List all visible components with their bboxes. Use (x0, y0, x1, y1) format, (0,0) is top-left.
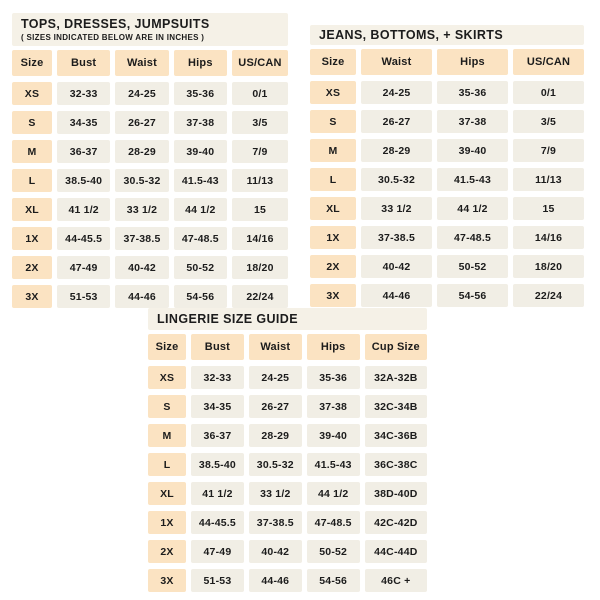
measurement-cell: 7/9 (513, 139, 584, 162)
measurement-cell: 47-49 (57, 256, 110, 279)
lingerie-size-guide-table (148, 308, 427, 592)
measurement-cell: 32C-34B (365, 395, 427, 418)
measurement-cell: 26-27 (115, 111, 168, 134)
measurement-cell: 34-35 (191, 395, 244, 418)
size-label-cell: 2X (310, 255, 356, 278)
tops-table-title: TOPS, DRESSES, JUMPSUITS (21, 17, 210, 31)
measurement-cell: 11/13 (513, 168, 584, 191)
size-label-cell: XS (12, 82, 52, 105)
measurement-cell: 24-25 (361, 81, 432, 104)
measurement-cell: 46C + (365, 569, 427, 592)
size-label-cell: 1X (148, 511, 186, 534)
size-label-cell: 3X (12, 285, 52, 308)
measurement-cell: 24-25 (115, 82, 168, 105)
size-label-cell: M (12, 140, 52, 163)
measurement-cell: 37-38.5 (361, 226, 432, 249)
measurement-cell: 51-53 (57, 285, 110, 308)
measurement-cell: 30.5-32 (361, 168, 432, 191)
column-header-hips: Hips (437, 49, 508, 75)
measurement-cell: 22/24 (232, 285, 288, 308)
measurement-cell: 50-52 (437, 255, 508, 278)
jeans-table-title: JEANS, BOTTOMS, + SKIRTS (319, 28, 504, 42)
column-header-size: Size (148, 334, 186, 360)
size-label-cell: M (148, 424, 186, 447)
measurement-cell: 34-35 (57, 111, 110, 134)
tops-size-grid (12, 50, 288, 308)
column-header-size: Size (12, 50, 52, 76)
jeans-title-bar (310, 25, 584, 45)
size-label-cell: S (148, 395, 186, 418)
measurement-cell: 0/1 (232, 82, 288, 105)
measurement-cell: 7/9 (232, 140, 288, 163)
measurement-cell: 51-53 (191, 569, 244, 592)
measurement-cell: 41.5-43 (174, 169, 227, 192)
size-label-cell: L (310, 168, 356, 191)
measurement-cell: 28-29 (115, 140, 168, 163)
column-header-waist: Waist (249, 334, 302, 360)
lingerie-size-grid (148, 334, 427, 592)
measurement-cell: 40-42 (361, 255, 432, 278)
measurement-cell: 18/20 (232, 256, 288, 279)
measurement-cell: 28-29 (361, 139, 432, 162)
measurement-cell: 40-42 (249, 540, 302, 563)
measurement-cell: 34C-36B (365, 424, 427, 447)
measurement-cell: 47-49 (191, 540, 244, 563)
size-label-cell: L (148, 453, 186, 476)
measurement-cell: 50-52 (307, 540, 360, 563)
tops-table-subtitle: ( SIZES INDICATED BELOW ARE IN INCHES ) (21, 33, 205, 42)
measurement-cell: 26-27 (361, 110, 432, 133)
measurement-cell: 32-33 (191, 366, 244, 389)
measurement-cell: 44 1/2 (437, 197, 508, 220)
measurement-cell: 35-36 (307, 366, 360, 389)
measurement-cell: 33 1/2 (115, 198, 168, 221)
measurement-cell: 40-42 (115, 256, 168, 279)
measurement-cell: 37-38 (437, 110, 508, 133)
column-header-hips: Hips (307, 334, 360, 360)
size-label-cell: M (310, 139, 356, 162)
measurement-cell: 44-45.5 (57, 227, 110, 250)
measurement-cell: 41.5-43 (307, 453, 360, 476)
size-label-cell: XS (148, 366, 186, 389)
measurement-cell: 3/5 (232, 111, 288, 134)
measurement-cell: 24-25 (249, 366, 302, 389)
column-header-waist: Waist (361, 49, 432, 75)
measurement-cell: 33 1/2 (361, 197, 432, 220)
measurement-cell: 44 1/2 (174, 198, 227, 221)
measurement-cell: 37-38 (174, 111, 227, 134)
measurement-cell: 44-46 (249, 569, 302, 592)
column-header-cup-size: Cup Size (365, 334, 427, 360)
measurement-cell: 54-56 (437, 284, 508, 307)
measurement-cell: 32A-32B (365, 366, 427, 389)
measurement-cell: 47-48.5 (307, 511, 360, 534)
size-label-cell: L (12, 169, 52, 192)
measurement-cell: 39-40 (437, 139, 508, 162)
measurement-cell: 35-36 (437, 81, 508, 104)
measurement-cell: 30.5-32 (115, 169, 168, 192)
measurement-cell: 35-36 (174, 82, 227, 105)
measurement-cell: 44-46 (361, 284, 432, 307)
measurement-cell: 44C-44D (365, 540, 427, 563)
size-label-cell: XL (148, 482, 186, 505)
measurement-cell: 44-45.5 (191, 511, 244, 534)
measurement-cell: 11/13 (232, 169, 288, 192)
size-label-cell: XL (12, 198, 52, 221)
column-header-us-can: US/CAN (513, 49, 584, 75)
measurement-cell: 37-38.5 (249, 511, 302, 534)
measurement-cell: 39-40 (174, 140, 227, 163)
size-label-cell: 1X (310, 226, 356, 249)
measurement-cell: 22/24 (513, 284, 584, 307)
measurement-cell: 14/16 (232, 227, 288, 250)
measurement-cell: 41 1/2 (191, 482, 244, 505)
measurement-cell: 54-56 (174, 285, 227, 308)
measurement-cell: 44-46 (115, 285, 168, 308)
measurement-cell: 39-40 (307, 424, 360, 447)
jeans-bottoms-skirts-table (310, 13, 584, 307)
measurement-cell: 47-48.5 (437, 226, 508, 249)
column-header-waist: Waist (115, 50, 168, 76)
lingerie-title-bar (148, 308, 427, 330)
measurement-cell: 26-27 (249, 395, 302, 418)
measurement-cell: 38.5-40 (57, 169, 110, 192)
tops-title-bar (12, 13, 288, 46)
size-label-cell: S (12, 111, 52, 134)
measurement-cell: 15 (513, 197, 584, 220)
size-label-cell: 3X (148, 569, 186, 592)
size-label-cell: S (310, 110, 356, 133)
measurement-cell: 44 1/2 (307, 482, 360, 505)
size-label-cell: XL (310, 197, 356, 220)
measurement-cell: 32-33 (57, 82, 110, 105)
column-header-bust: Bust (191, 334, 244, 360)
measurement-cell: 54-56 (307, 569, 360, 592)
measurement-cell: 38D-40D (365, 482, 427, 505)
measurement-cell: 36-37 (191, 424, 244, 447)
column-header-us-can: US/CAN (232, 50, 288, 76)
column-header-hips: Hips (174, 50, 227, 76)
measurement-cell: 14/16 (513, 226, 584, 249)
measurement-cell: 41.5-43 (437, 168, 508, 191)
measurement-cell: 33 1/2 (249, 482, 302, 505)
measurement-cell: 50-52 (174, 256, 227, 279)
measurement-cell: 30.5-32 (249, 453, 302, 476)
measurement-cell: 3/5 (513, 110, 584, 133)
measurement-cell: 42C-42D (365, 511, 427, 534)
size-label-cell: XS (310, 81, 356, 104)
size-label-cell: 3X (310, 284, 356, 307)
measurement-cell: 47-48.5 (174, 227, 227, 250)
size-label-cell: 2X (12, 256, 52, 279)
measurement-cell: 36-37 (57, 140, 110, 163)
size-label-cell: 2X (148, 540, 186, 563)
measurement-cell: 0/1 (513, 81, 584, 104)
measurement-cell: 41 1/2 (57, 198, 110, 221)
measurement-cell: 37-38 (307, 395, 360, 418)
measurement-cell: 37-38.5 (115, 227, 168, 250)
lingerie-table-title: LINGERIE SIZE GUIDE (157, 312, 298, 326)
column-header-size: Size (310, 49, 356, 75)
column-header-bust: Bust (57, 50, 110, 76)
measurement-cell: 38.5-40 (191, 453, 244, 476)
tops-dresses-jumpsuits-table (12, 13, 288, 308)
measurement-cell: 15 (232, 198, 288, 221)
measurement-cell: 36C-38C (365, 453, 427, 476)
measurement-cell: 28-29 (249, 424, 302, 447)
size-label-cell: 1X (12, 227, 52, 250)
jeans-size-grid (310, 49, 584, 307)
measurement-cell: 18/20 (513, 255, 584, 278)
